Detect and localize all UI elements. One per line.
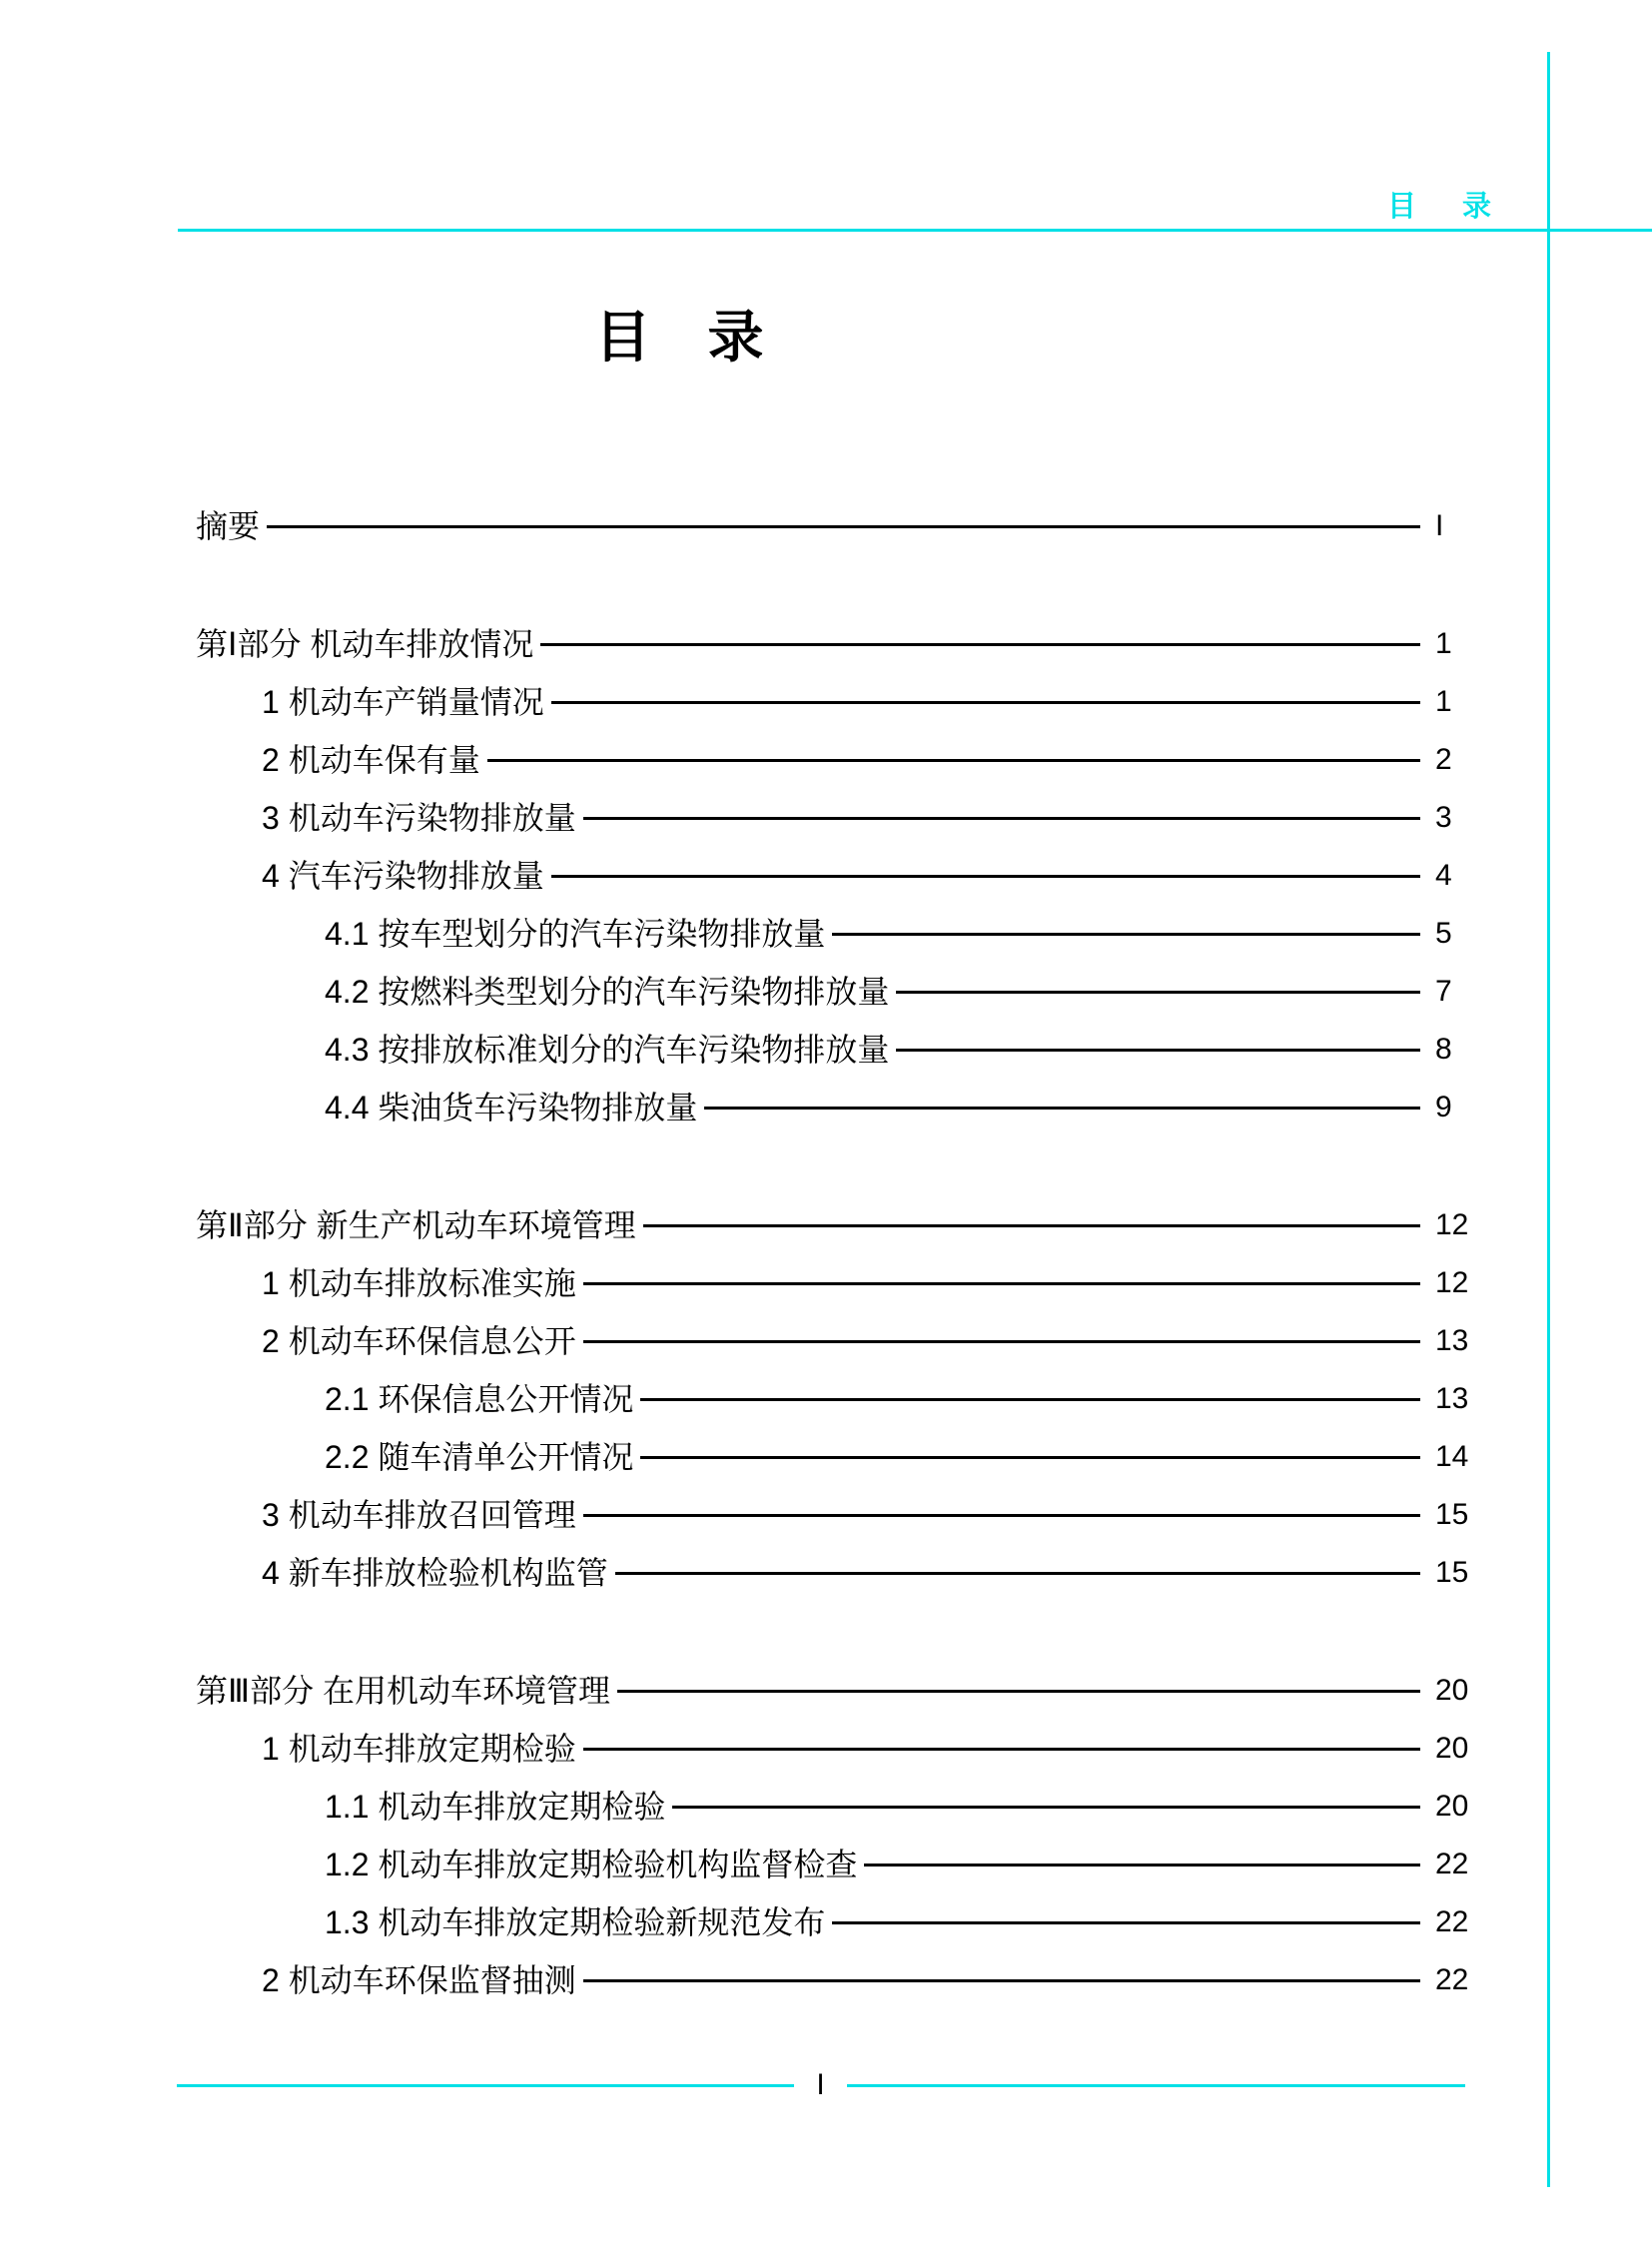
page-number: 12	[1435, 1266, 1469, 1299]
leader-line	[583, 817, 1420, 820]
entry-label: 2.2 随车清单公开情况	[325, 1439, 634, 1475]
leader-line	[267, 525, 1420, 528]
toc-row[interactable]	[196, 1544, 1481, 1602]
leader-line	[615, 1572, 1420, 1575]
leader-line	[583, 1979, 1420, 1982]
page-title-char: 录	[707, 308, 764, 370]
toc-row[interactable]	[196, 1951, 1481, 2009]
page-number: 22	[1435, 1848, 1469, 1880]
page-number: 12	[1435, 1208, 1469, 1241]
leader-line	[640, 1456, 1420, 1459]
leader-line	[640, 1398, 1420, 1401]
leader-line	[583, 1282, 1420, 1285]
header-rule	[178, 229, 1652, 232]
toc-row[interactable]	[196, 1720, 1481, 1778]
entry-label: 1 机动车排放标准实施	[262, 1265, 576, 1301]
footer-rule-left	[177, 2084, 794, 2087]
page-number: 14	[1435, 1440, 1469, 1473]
entry-label: 1.2 机动车排放定期检验机构监督检查	[325, 1847, 858, 1882]
page-number: I	[1435, 509, 1444, 542]
page-title	[196, 308, 1163, 370]
table-of-contents	[196, 497, 1481, 2009]
entry-label: 3 机动车污染物排放量	[262, 800, 576, 836]
toc-row[interactable]	[196, 905, 1481, 963]
toc-row[interactable]	[196, 847, 1481, 905]
header-corner-char: 录	[1461, 191, 1491, 223]
page-number: 1	[1435, 685, 1452, 718]
entry-label: 4.3 按排放标准划分的汽车污染物排放量	[325, 1032, 890, 1068]
header-corner-char: 目	[1386, 191, 1416, 223]
entry-label: 1.3 机动车排放定期检验新规范发布	[325, 1904, 826, 1940]
leader-line	[583, 1748, 1420, 1751]
entry-label: 1 机动车产销量情况	[262, 684, 544, 720]
entry-label: 4 新车排放检验机构监管	[262, 1555, 608, 1591]
page-number: 13	[1435, 1382, 1469, 1415]
leader-line	[704, 1107, 1420, 1110]
page-number: 13	[1435, 1324, 1469, 1357]
leader-line	[643, 1224, 1420, 1227]
toc-row[interactable]	[196, 963, 1481, 1021]
page-footer	[177, 2070, 1465, 2100]
entry-label: 第Ⅰ部分 机动车排放情况	[196, 626, 534, 662]
entry-label: 3 机动车排放召回管理	[262, 1497, 576, 1533]
footer-rule-right	[847, 2084, 1465, 2087]
toc-row[interactable]	[196, 1893, 1481, 1951]
page-number: 9	[1435, 1091, 1452, 1123]
leader-line	[583, 1514, 1420, 1517]
page-number: 2	[1435, 743, 1452, 776]
toc-row[interactable]	[196, 789, 1481, 847]
toc-row[interactable]	[196, 1486, 1481, 1544]
right-accent-rule	[1547, 52, 1550, 2187]
leader-line	[617, 1690, 1420, 1693]
page-number: 20	[1435, 1732, 1469, 1765]
entry-label: 2 机动车保有量	[262, 742, 480, 778]
leader-line	[864, 1864, 1420, 1867]
toc-row[interactable]	[196, 1370, 1481, 1428]
toc-row[interactable]	[196, 1836, 1481, 1893]
page-number: 3	[1435, 801, 1452, 834]
page-number: 15	[1435, 1556, 1469, 1589]
toc-row[interactable]	[196, 1021, 1481, 1079]
leader-line	[583, 1340, 1420, 1343]
leader-line	[487, 759, 1420, 762]
toc-row[interactable]	[196, 1428, 1481, 1486]
entry-label: 4 汽车污染物排放量	[262, 858, 544, 894]
leader-line	[832, 933, 1420, 936]
leader-line	[896, 991, 1420, 994]
leader-line	[896, 1049, 1420, 1052]
entry-label: 第Ⅲ部分 在用机动车环境管理	[196, 1673, 610, 1709]
entry-label: 1.1 机动车排放定期检验	[325, 1789, 666, 1825]
toc-row[interactable]	[196, 1778, 1481, 1836]
page-number: 20	[1435, 1790, 1469, 1823]
entry-label: 1 机动车排放定期检验	[262, 1731, 576, 1767]
entry-label: 4.2 按燃料类型划分的汽车污染物排放量	[325, 974, 890, 1010]
page-number: 7	[1435, 975, 1452, 1008]
toc-row[interactable]	[196, 1079, 1481, 1136]
page-number: 15	[1435, 1498, 1469, 1531]
leader-line	[672, 1806, 1420, 1809]
page-number: 5	[1435, 917, 1452, 950]
page-number: 22	[1435, 1963, 1469, 1996]
leader-line	[832, 1921, 1420, 1924]
header-corner-label	[1387, 193, 1491, 222]
page-number: 4	[1435, 859, 1452, 892]
page-number: 20	[1435, 1674, 1469, 1707]
page-number: 8	[1435, 1033, 1452, 1066]
toc-row[interactable]	[196, 1196, 1481, 1254]
entry-label: 第Ⅱ部分 新生产机动车环境管理	[196, 1207, 636, 1243]
footer-page-number: I	[816, 2068, 825, 2101]
page-number: 1	[1435, 627, 1452, 660]
page-number: 22	[1435, 1905, 1469, 1938]
entry-label: 2 机动车环保信息公开	[262, 1323, 576, 1359]
entry-label: 摘要	[196, 508, 261, 544]
entry-label: 2.1 环保信息公开情况	[325, 1381, 634, 1417]
page-title-char: 目	[594, 308, 651, 370]
leader-line	[551, 875, 1420, 878]
entry-label: 4.1 按车型划分的汽车污染物排放量	[325, 916, 826, 952]
entry-label: 4.4 柴油货车污染物排放量	[325, 1090, 698, 1125]
toc-row[interactable]	[196, 673, 1481, 731]
entry-label: 2 机动车环保监督抽测	[262, 1962, 576, 1998]
toc-row[interactable]	[196, 1312, 1481, 1370]
toc-row[interactable]	[196, 1254, 1481, 1312]
leader-line	[540, 643, 1420, 646]
leader-line	[551, 701, 1420, 704]
toc-row[interactable]	[196, 731, 1481, 789]
toc-row[interactable]	[196, 1662, 1481, 1720]
toc-row[interactable]	[196, 615, 1481, 673]
toc-row[interactable]	[196, 497, 1481, 555]
